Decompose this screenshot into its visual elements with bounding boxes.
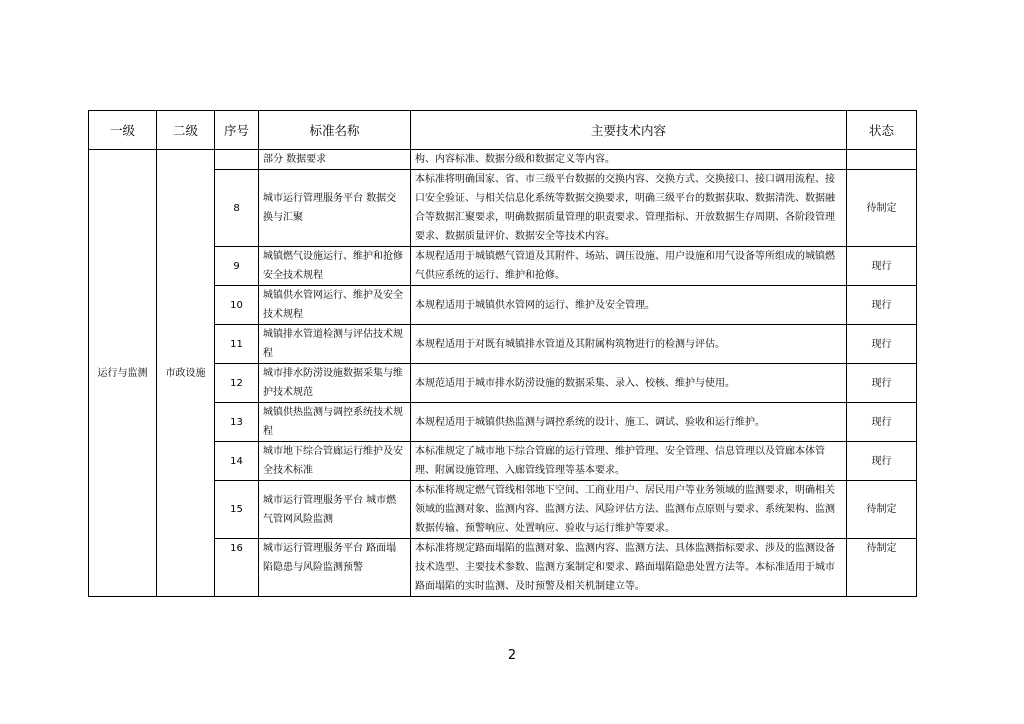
main-content: 本规范适用于城市排水防涝设施的数据采集、录入、校核、维护与使用。 xyxy=(411,364,847,403)
row-number: 13 xyxy=(215,403,259,442)
row-number: 16 xyxy=(215,539,259,597)
main-content: 本标准将规定燃气管线相邻地下空间、工商业用户、居民用户等业务领域的监测要求，明确相关领域的监测对象、监测内容、监测方法、风险评估方法、监测布点原则与要求、系统架构、监测数据传输、预警响应、处置响应、验收与运行维护等要求。 xyxy=(411,481,847,539)
standard-name: 城镇供热监测与调控系统技术规程 xyxy=(259,403,411,442)
main-content: 本标准规定了城市地下综合管廊的运行管理、维护管理、安全管理、信息管理以及管廊本体管理、附属设施管理、入廊管线管理等基本要求。 xyxy=(411,442,847,481)
row-number: 10 xyxy=(215,286,259,325)
main-content: 本规程适用于城镇燃气管道及其附件、场站、调压设施、用户设施和用气设备等所组成的城镇燃气供应系统的运行、维护和抢修。 xyxy=(411,247,847,286)
main-content: 本规程适用于城镇供热监测与调控系统的设计、施工、调试、验收和运行维护。 xyxy=(411,403,847,442)
table-header-row xyxy=(89,111,917,150)
header-main-content: 主要技术内容 xyxy=(411,111,847,150)
main-content: 构、内容标准、数据分级和数据定义等内容。 xyxy=(411,150,847,170)
header-level2: 二级 xyxy=(157,111,215,150)
standard-name: 城市运行管理服务平台 数据交换与汇聚 xyxy=(259,170,411,247)
row-number: 9 xyxy=(215,247,259,286)
level2-cell: 市政设施 xyxy=(157,150,215,597)
level1-cell: 运行与监测 xyxy=(89,150,157,597)
row-number: 11 xyxy=(215,325,259,364)
standard-name: 城市运行管理服务平台 城市燃气管网风险监测 xyxy=(259,481,411,539)
standard-name: 部分 数据要求 xyxy=(259,150,411,170)
row-number: 12 xyxy=(215,364,259,403)
status: 待制定 xyxy=(847,170,917,247)
status xyxy=(847,150,917,170)
status: 现行 xyxy=(847,247,917,286)
standard-name: 城镇供水管网运行、维护及安全技术规程 xyxy=(259,286,411,325)
status: 现行 xyxy=(847,286,917,325)
header-level1: 一级 xyxy=(89,111,157,150)
main-content: 本标准将规定路面塌陷的监测对象、监测内容、监测方法、具体监测指标要求、涉及的监测设备技术选型、主要技术参数、监测方案制定和要求、路面塌陷隐患处置方法等。本标准适用于城市路面塌陷的实时监测、及时预警及相关机制建立等。 xyxy=(411,539,847,597)
header-standard-name: 标准名称 xyxy=(259,111,411,150)
row-number: 15 xyxy=(215,481,259,539)
header-number: 序号 xyxy=(215,111,259,150)
status: 现行 xyxy=(847,403,917,442)
standard-name: 城市运行管理服务平台 路面塌陷隐患与风险监测预警 xyxy=(259,539,411,597)
standard-name: 城市排水防涝设施数据采集与维护技术规范 xyxy=(259,364,411,403)
row-number xyxy=(215,150,259,170)
status: 待制定 xyxy=(847,539,917,597)
status: 现行 xyxy=(847,325,917,364)
header-status: 状态 xyxy=(847,111,917,150)
row-number: 8 xyxy=(215,170,259,247)
standard-name: 城镇排水管道检测与评估技术规程 xyxy=(259,325,411,364)
page-number: 2 xyxy=(507,648,517,663)
status: 现行 xyxy=(847,364,917,403)
status: 待制定 xyxy=(847,481,917,539)
main-content: 本标准将明确国家、省、市三级平台数据的交换内容、交换方式、交换接口、接口调用流程、接口安全验证、与相关信息化系统等数据交换要求，明确三级平台的数据获取、数据清洗、数据融合等数据汇聚要求，明确数据质量管理的职责要求、管理指标、开放数据生存周期、各阶段管理要求、数据质量评价、数据安全等技术内容。 xyxy=(411,170,847,247)
standard-name: 城镇燃气设施运行、维护和抢修安全技术规程 xyxy=(259,247,411,286)
main-content: 本规程适用于对既有城镇排水管道及其附属构筑物进行的检测与评估。 xyxy=(411,325,847,364)
table-row xyxy=(89,150,917,170)
standards-table xyxy=(88,110,917,597)
standard-name: 城市地下综合管廊运行维护及安全技术标准 xyxy=(259,442,411,481)
main-content: 本规程适用于城镇供水管网的运行、维护及安全管理。 xyxy=(411,286,847,325)
status: 现行 xyxy=(847,442,917,481)
row-number: 14 xyxy=(215,442,259,481)
